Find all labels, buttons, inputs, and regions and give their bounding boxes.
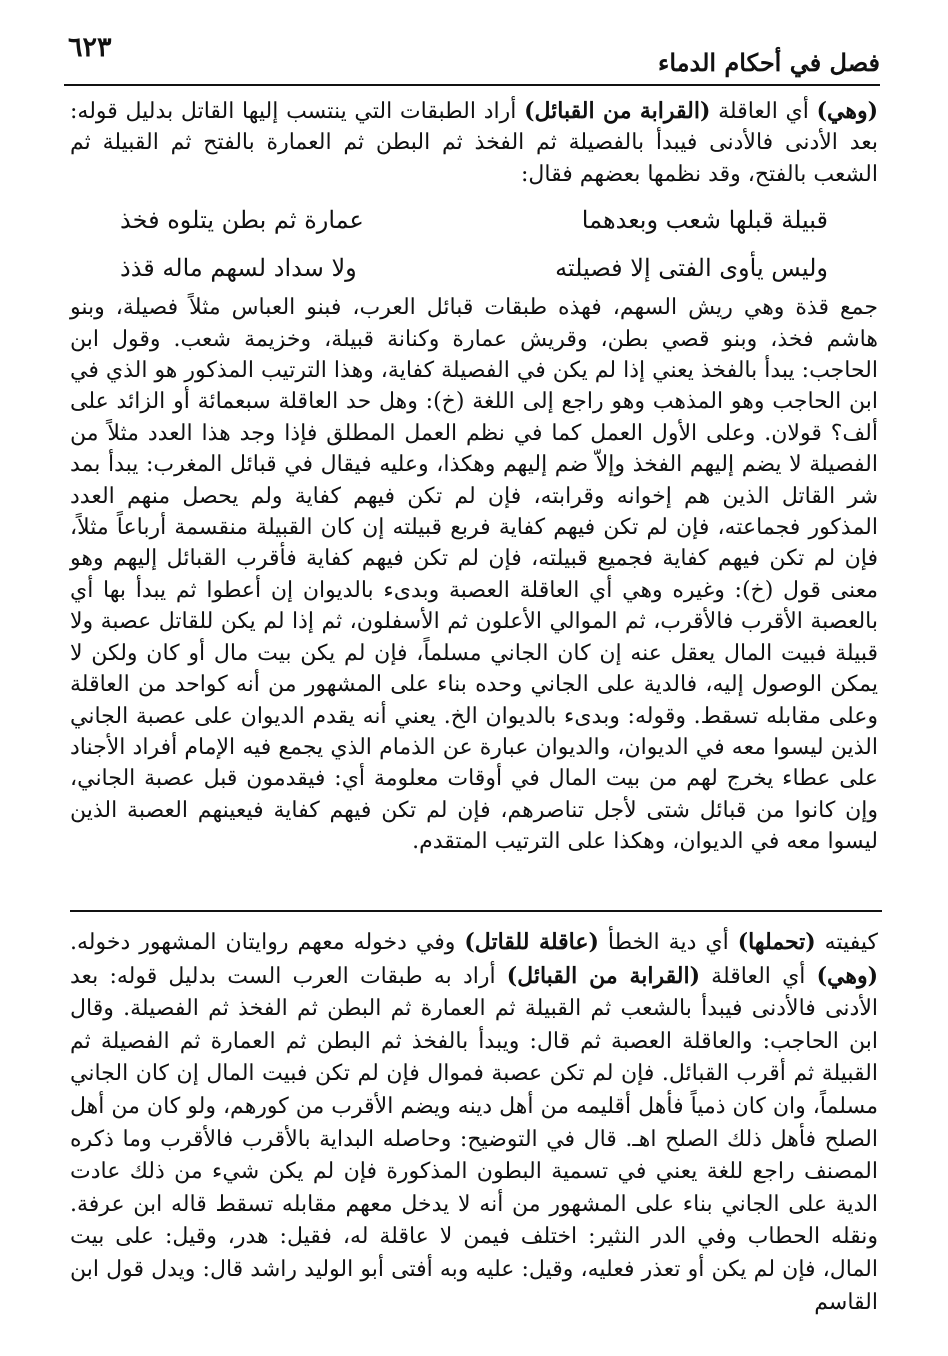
commentary-text — [70, 926, 878, 1319]
page-header — [64, 28, 880, 86]
footnote-separator — [70, 910, 882, 912]
text-segment: أي العاقلة — [700, 963, 817, 989]
text-segment: أراد الطبقات التي ينتسب إليها القاتل بدليل قوله: بعد الأدنى فالأدنى فيبدأ بالفصيلة ثم الفخذ ثم البطن ثم العمارة بالفتح ثم القبيلة ثم الشعب بالفتح، وقد نظمها بعضهم فقال: — [70, 99, 878, 187]
verse-first-hemistich: قبيلة قبلها شعب وبعدهما — [581, 206, 828, 235]
commentary-paragraph — [70, 926, 878, 1319]
verse-first-hemistich: وليس يأوى الفتى إلا فصيلته — [555, 254, 828, 283]
main-text — [70, 96, 878, 858]
verse-line — [120, 196, 828, 244]
text-segment: كيفيته — [815, 930, 878, 955]
text-segment: أراد به طبقات العرب الست بدليل قوله: بعد الأدنى فالأدنى فيبدأ بالشعب ثم القبيلة ثم العمارة ثم البطن ثم الفخذ ثم الفصيلة. وقال ابن الحاجب: والعاقلة العصبة ثم قال: ويبدأ بالفخذ ثم البطن ثم العمارة ثم الفصيلة ثم القبيلة ثم أقرب القبائل. فإن لم تكن عصبة فموال فإن لم تكن فبيت المال إن كان الجاني مسلماً، وان كان ذمياً فأهل أقليمه من أهل دينه ويضم الأقرب من كورهم، ولو كان من أهل الصلح فأهل ذلك الصلح اهـ. قال في التوضيح: وحاصله البداية بالأقرب فالأقرب وما ذكره المصنف راجع للغة يعني في تسمية البطون المذكورة فإن لم يكن شيء من ذلك عادت الدية على الجاني بناء على المشهور من أنه لا يدخل معهم مقابله تسقط قاله ابن عرفة. ونقله الحطاب وفي الدر النثير: اختلف فيمن لا عاقلة له، فقيل: هدر، وقيل: على بيت المال، فإن لم يكن أو تعذر فعليه، وقيل: عليه وبه أفتى أبو الوليد راشد قال: ويدل قول ابن القاسم — [70, 963, 878, 1315]
bold-term: (وهي) — [816, 962, 878, 989]
bold-term: (عاقلة للقاتل) — [464, 929, 599, 955]
text-segment: أي دية الخطأ — [598, 930, 738, 955]
poem-verses — [120, 196, 828, 292]
bold-term: (وهي) — [816, 98, 879, 124]
text-segment: أي العاقلة — [710, 99, 817, 124]
bold-term: (القرابة من القبائل) — [506, 962, 700, 989]
bold-term: (القرابة من القبائل) — [524, 98, 711, 124]
text-segment: وفي دخوله معهم روايتان المشهور دخوله. — [70, 930, 465, 955]
main-intro-paragraph — [70, 96, 878, 190]
page-number: ٦٢٣ — [68, 32, 112, 63]
verse-line — [120, 244, 828, 292]
running-title: فصل في أحكام الدماء — [658, 48, 880, 77]
main-body-paragraph: جمع قذة وهي ريش السهم، فهذه طبقات قبائل العرب، فبنو العباس مثلاً فصيلة، وبنو هاشم فخذ، وبنو قصي بطن، وقريش عمارة وكنانة قبيلة، وخزيمة شعب. وقول ابن الحاجب: يبدأ بالفخذ يعني إذا لم يكن في الفصيلة كفاية، وهذا الترتيب المذكور هو الذي في ابن الحاجب وهو المذهب وهو راجع إلى اللغة (خ): وهل حد العاقلة سبعمائة أو الزائد على ألف؟ قولان. وعلى الأول العمل كما في نظم العمل المطلق فإذا وجد هذا العدد مثلاً من الفصيلة لا يضم إليهم الفخذ وإلاّ ضم إليهم وهكذا، وعليه فيقال في قبائل المغرب: يبدأ بمد شر القاتل الذين هم إخوانه وقرابته، فإن لم تكن فيهم كفاية ولم يحصل منهم العدد المذكور فجماعته، فإن لم تكن فيهم كفاية فربع قبيلته إن كان القبيلة منقسمة أرباعاً مثلاً، فإن لم تكن فيهم كفاية فجميع قبيلته، فإن لم تكن فيهم كفاية فأقرب القبائل إليهم وهو معنى قول (خ): وغيره وهي أي العاقلة العصبة وبدىء بالديوان إن أعطوا ثم يبدأ بها أي بالعصبة الأقرب فالأقرب، ثم الموالي الأعلون ثم الأسفلون، ثم إذا لم يكن للقاتل عصبة ولا قبيلة فبيت المال يعقل عنه إن كان الجاني مسلماً، فإن لم يكن بيت مال أو كان ولكن لا يمكن الوصول إليه، فالدية على الجاني وحده بناء على المشهور من أنه كواحد من العاقلة وعلى مقابله تسقط. وقوله: وبدىء بالديوان الخ. يعني أنه يقدم الديوان على عصبة الجاني الذين ليسوا معه في الديوان، والديوان عبارة عن الذمام الذي يجمع فيه الإمام أفراد الأجناد على عطاء يخرج لهم من بيت المال في أوقات معلومة أي: فيقدمون قبل عصبة الجاني، وإن كانوا من قبائل شتى لأجل تناصرهم، فإن لم تكن فيهم كفاية فيعينهم العصبة الذين ليسوا معه في الديوان، وهكذا على الترتيب المتقدم. — [70, 295, 878, 855]
verse-second-hemistich: ولا سداد لسهم ماله قذذ — [120, 254, 357, 283]
bold-term: (تحملها) — [737, 929, 816, 955]
verse-second-hemistich: عمارة ثم بطن يتلوه فخذ — [120, 206, 364, 235]
